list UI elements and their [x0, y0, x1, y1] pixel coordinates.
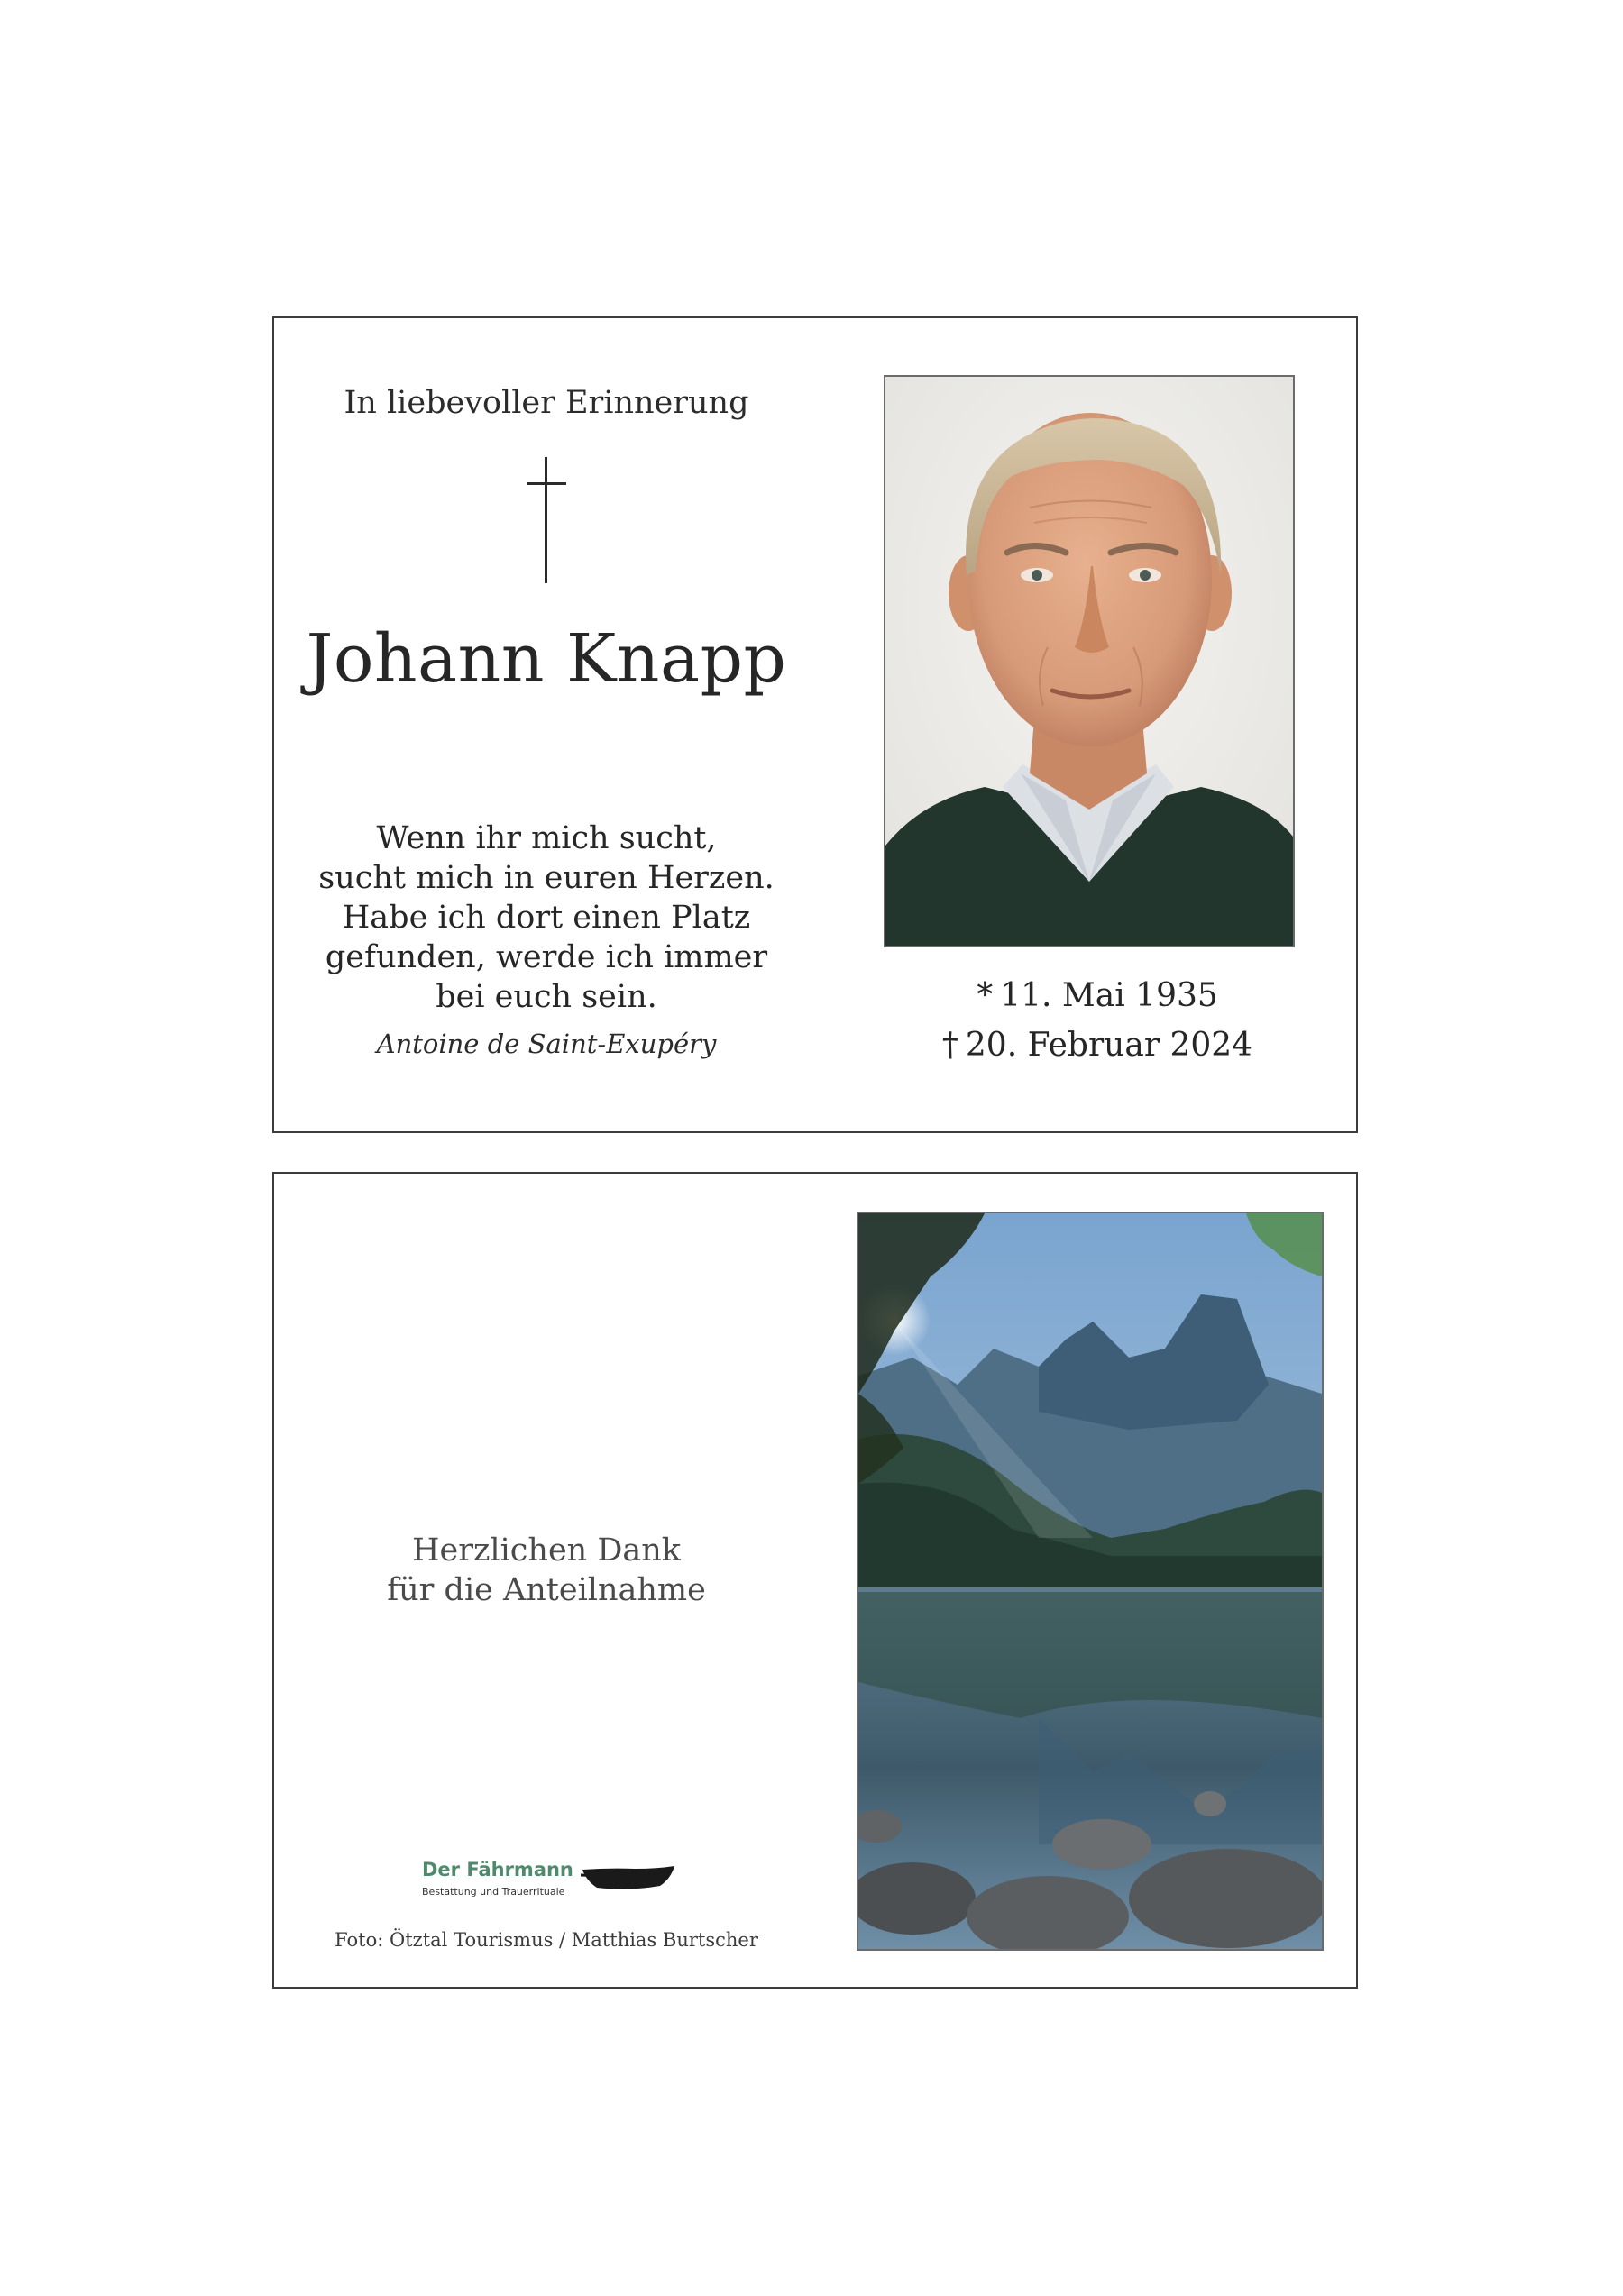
landscape-photo: [857, 1212, 1324, 1951]
poem-author: Antoine de Saint-Exupéry: [376, 1029, 717, 1059]
memorial-card-front: [272, 316, 1358, 1133]
logo-subtitle: Bestattung und Trauerrituale: [422, 1886, 565, 1898]
boat-logo-icon: [581, 1862, 678, 1893]
thanks-message: [274, 1531, 819, 1610]
logo-name: Der Fährmann: [422, 1859, 573, 1880]
thanks-line: für die Anteilnahme: [387, 1572, 706, 1608]
poem-line: bei euch sein.: [436, 979, 657, 1015]
photo-credit: Foto: Ötztal Tourismus / Matthias Burtscher: [335, 1929, 758, 1951]
death-cross-icon: †: [941, 1027, 958, 1064]
deceased-name: Johann Knapp: [306, 620, 787, 698]
memorial-card-back: [272, 1172, 1358, 1989]
birth-date-row: [851, 971, 1327, 1020]
funeral-home-logo: [422, 1859, 692, 1913]
poem-line: gefunden, werde ich immer: [325, 939, 768, 975]
cross-icon: [527, 457, 566, 583]
birth-star-icon: *: [977, 977, 994, 1014]
thanks-line: Herzlichen Dank: [412, 1532, 681, 1569]
poem: [274, 819, 819, 1017]
poem-line: sucht mich in euren Herzen.: [318, 860, 775, 896]
death-date: 20. Februar 2024: [965, 1027, 1253, 1064]
poem-line: Habe ich dort einen Platz: [342, 900, 751, 936]
poem-line: Wenn ihr mich sucht,: [376, 820, 717, 856]
death-date-row: [851, 1020, 1327, 1070]
portrait-photo: [884, 375, 1295, 947]
birth-date: 11. Mai 1935: [1000, 977, 1218, 1014]
intro-text: In liebevoller Erinnerung: [344, 385, 749, 421]
life-dates: [851, 971, 1327, 1070]
